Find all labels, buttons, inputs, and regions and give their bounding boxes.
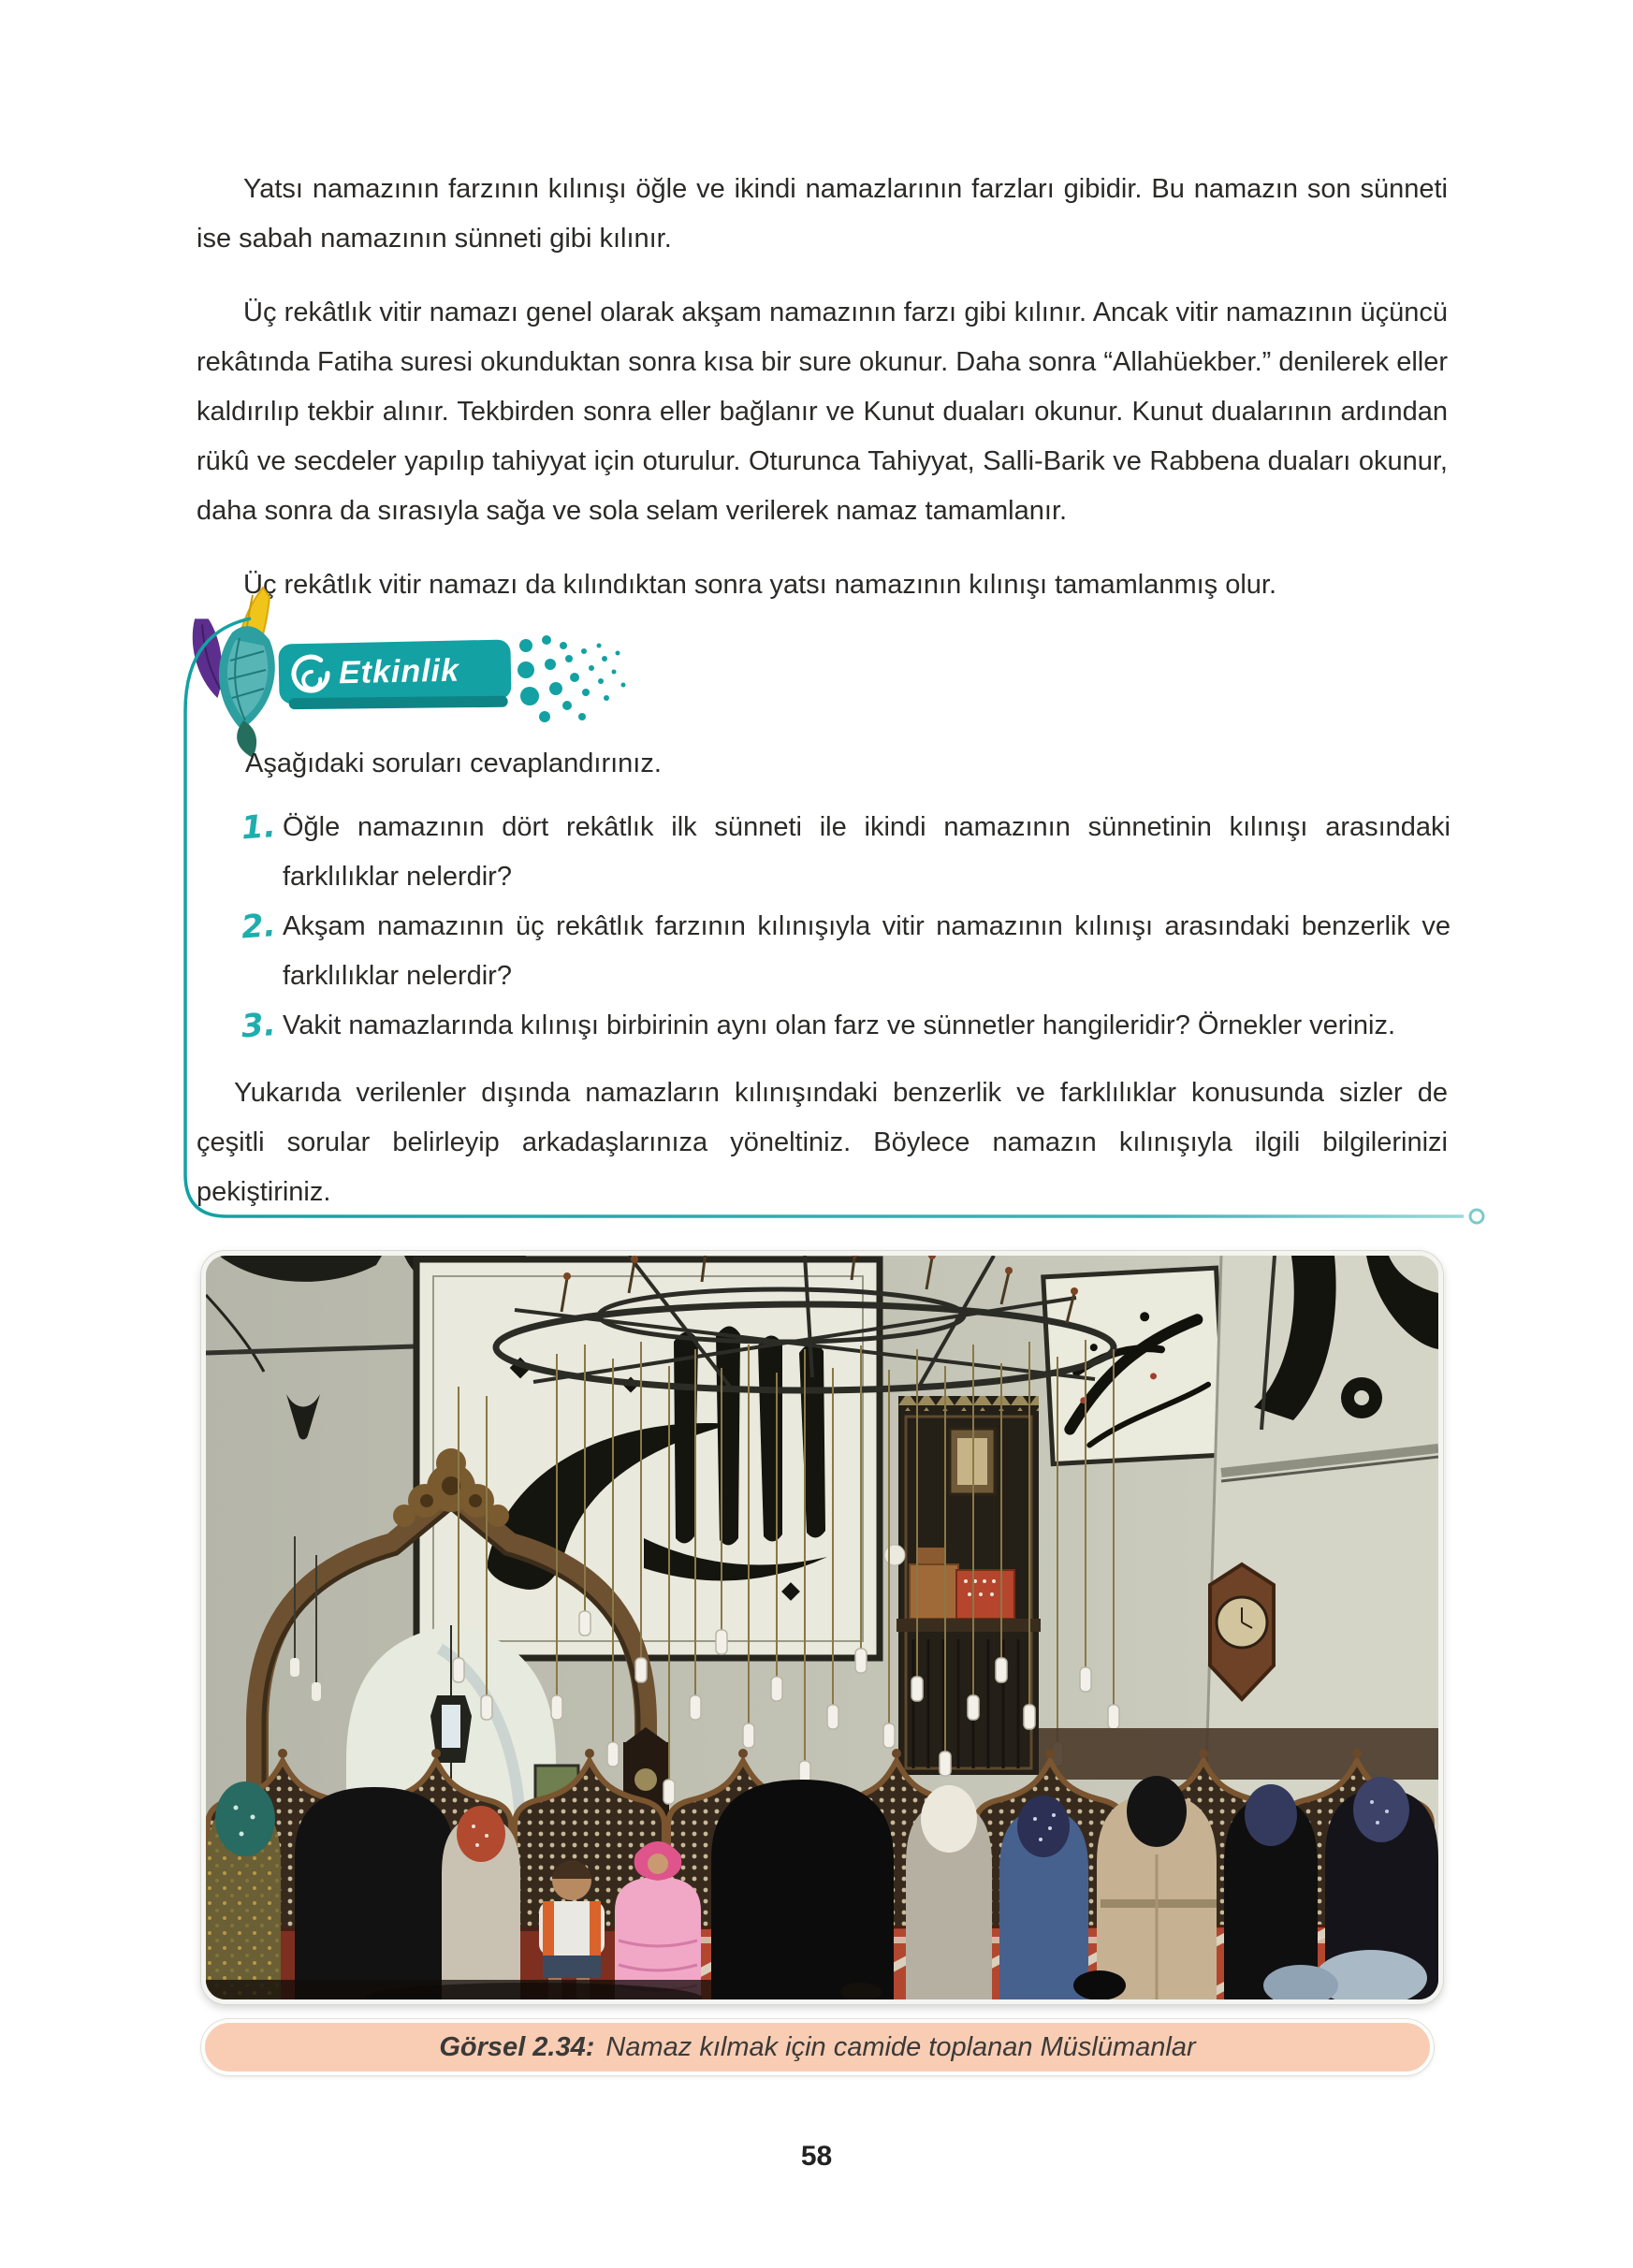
mosque-photo [201,1251,1443,2004]
question-3-text: Vakit namazlarında kılınışı birbirinin aynı olan farz ve sünnetler hangileridir? Örnekler veriniz. [283,1010,1396,1040]
paragraph-1: Yatsı namazının farzının kılınışı öğle ve ikindi namazlarının farzları gibidir. Bu namazın son sünneti ise sabah namazının sünneti gibi kılınır. [197,174,1448,254]
question-3-number: 3. [240,1006,277,1046]
question-3 [241,1001,1451,1051]
question-1-number: 1. [240,807,277,848]
question-2-text: Akşam namazının üç rekâtlık farzının kılınışıyla vitir namazının kılınışı arasındaki benzerlik ve farklılıklar nelerdir? [283,911,1451,991]
activity-closing: Yukarıda verilenler dışında namazların kılınışındaki benzerlik ve farklılıklar konusunda sizler de çeşitli sorular belirleyip arkadaşlarınıza yöneltiniz. Böylece namazın kılınışıyla ilgili bilgilerinizi pekiştiriniz. [197,1078,1448,1207]
body-text [197,165,1448,634]
badge-label: Etkinlik [338,652,460,691]
question-1 [241,803,1451,902]
page-number: 58 [800,2141,833,2172]
question-2 [241,902,1451,1001]
paragraph-2: Üç rekâtlık vitir namazı genel olarak akşam namazının farzı gibi kılınır. Ancak vitir namazının üçüncü rekâtında Fatiha suresi okunduktan sonra kısa bir sure okunur. Daha sonra “Allahüekber.” denilerek eller kaldırılıp tekbir alınır. Tekbirden sonra eller bağlanır ve Kunut duaları okunur. Kunut dualarının ardından rükû ve secdeler yapılıp tahiyyat için oturulur. Oturunca Tahiyyat, Salli-Barik ve Rabbena duaları okunur, daha sonra da sırasıyla sağa ve sola selam verilerek namaz tamamlanır. [197,298,1448,526]
figure-caption-label: Görsel 2.34: [439,2031,595,2062]
activity-intro: Aşağıdaki soruları cevaplandırınız. [245,749,662,778]
figure-caption [201,2019,1434,2075]
paragraph-3: Üç rekâtlık vitir namazı da kılındıktan sonra yatsı namazının kılınışı tamamlanmış olur. [243,570,1277,600]
activity-questions [241,803,1451,1051]
question-2-number: 2. [240,907,277,947]
question-1-text: Öğle namazının dört rekâtlık ilk sünneti ile ikindi namazının sünnetinin kılınışı arasındaki farklılıklar nelerdir? [283,812,1451,892]
figure-caption-text: Namaz kılmak için camide toplanan Müslümanlar [605,2031,1196,2062]
